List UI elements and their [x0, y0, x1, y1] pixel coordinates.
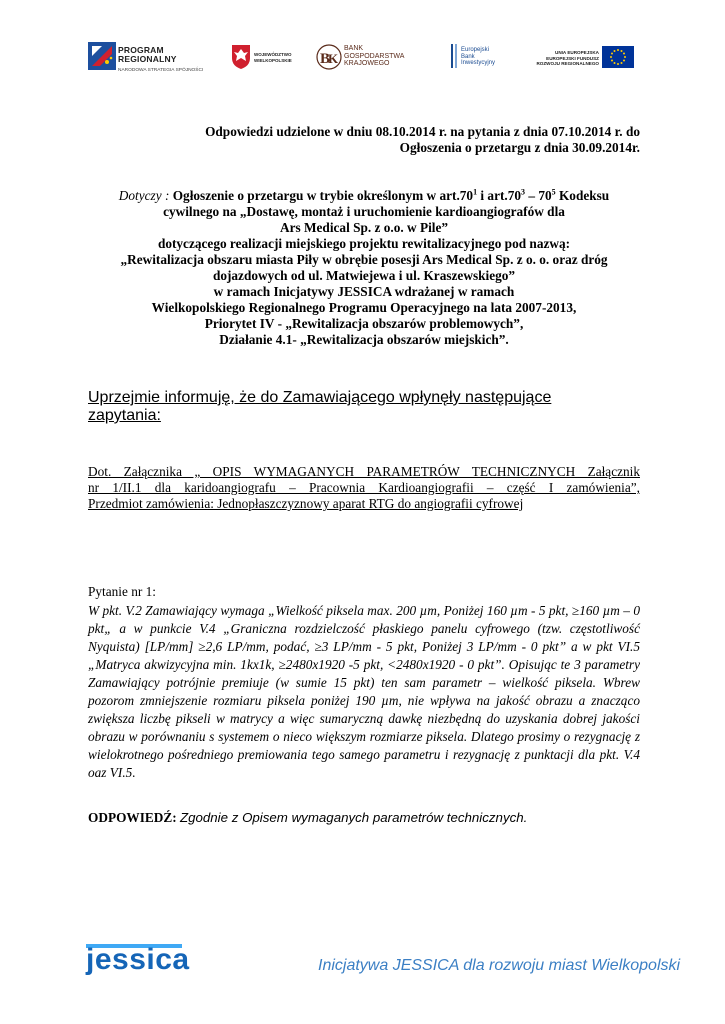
- answer-text: Zgodnie z Opisem wymaganych parametrów technicznych.: [179, 810, 528, 825]
- jessica-logo: jessica: [86, 943, 190, 976]
- reference-line2: nr 1/II.1 dla karidoangiografu – Pracownia Kardioangiografii – część I zamówienia”,: [88, 480, 640, 495]
- eu-flag-icon: [602, 46, 634, 68]
- bgk-logo: [316, 38, 426, 88]
- subject-label: Dotyczy :: [118, 188, 170, 203]
- info-line2: zapytania:: [88, 407, 161, 424]
- ebi-text: Europejski Bank Inwestycyjny: [461, 47, 496, 66]
- eu-logo: [534, 38, 644, 88]
- wielkopolskie-text: WOJEWÓDZTWO WIELKOPOLSKIE: [254, 52, 292, 63]
- reference-block: [88, 464, 640, 512]
- ebi-logo: [451, 38, 511, 88]
- reply-header-line2: Ogłoszenia o przetargu z dnia 30.09.2014r.: [399, 140, 640, 155]
- subject-line7: w ramach Inicjatywy JESSICA wdrażanej w ramach: [213, 284, 515, 299]
- eagle-shield-icon: [231, 44, 251, 70]
- program-regionalny-logo: [88, 38, 206, 88]
- reply-header: [88, 124, 640, 156]
- reference-line3: Przedmiot zamówienia: Jednopłaszczyznowy aparat RTG do angiografii cyfrowej: [88, 496, 524, 511]
- subject-line8: Wielkopolskiego Regionalnego Programu Operacyjnego na lata 2007-2013,: [151, 300, 577, 315]
- eu-text: UNIA EUROPEJSKA EUROPEJSKI FUNDUSZ ROZWOJU REGIONALNEGO: [536, 50, 599, 67]
- subject-line4: dotyczącego realizacji miejskiego projektu rewitalizacyjnego pod nazwą:: [157, 236, 571, 251]
- header-logos: [88, 38, 643, 88]
- program-regionalny-flag-icon: [88, 42, 116, 70]
- subject-line3: Ars Medical Sp. z o.o. w Pile”: [279, 220, 449, 235]
- question-text: W pkt. V.2 Zamawiający wymaga „Wielkość piksela max. 200 µm, Poniżej 160 µm - 5 pkt, ≥160 µm – 0 pkt„ a w punkcie V.4 „Graniczna rozdzielczość płaskiego panelu cyfrowego (tzw. częstotliwość Nyquista) [LP/mm] ≥2,6 LP/mm, podać, ≥3 LP/mm - 5 pkt, Poniżej 3 LP/mm - 0 pkt” a w pkt VI.5 „Matryca akwizycyjna min. 1kx1k, ≥2480x1920 -5 pkt, <2480x1920 - 0 pkt”. Opisując te 3 parametry Zamawiający potrójnie premiuje (w sumie 15 pkt) ten sam parametr – wielkość piksela. Wbrew pozorom zmniejszenie rozmiaru piksela poniżej 190 µm, nie wpływa na jakość obrazu a znacząco zwiększa liczbę pikseli w matrycy a więc sumaryczną dawkę niezbędną do uzyskania dobrej jakości obrazu w porównaniu s systemem o nieco większym rozmiarze piksela. Dlatego prosimy o rezygnację z wielokrotnego pośredniego premiowania tego samego parametru i rezygnację z punktacji dla pkt. V.4 oaz VI.5.: [88, 603, 640, 780]
- footer-tagline: Inicjatywa JESSICA dla rozwoju miast Wielkopolski: [318, 957, 681, 974]
- bgk-text: BANK GOSPODARSTWA KRAJOWEGO: [344, 45, 405, 67]
- question-label: Pytanie nr 1:: [88, 584, 156, 599]
- ebi-bars-icon: [451, 44, 458, 68]
- subject-line9: Priorytet IV - „Rewitalizacja obszarów problemowych”,: [204, 316, 524, 331]
- subject-block: [88, 188, 640, 348]
- subject-line5: „Rewitalizacja obszaru miasta Piły w obrębie posesji Ars Medical Sp. z o. o. oraz dróg: [120, 252, 608, 267]
- subject-line2: cywilnego na „Dostawę, montaż i uruchomienie kardioangiografów dla: [163, 204, 565, 219]
- bgk-monogram-icon: [316, 40, 342, 74]
- svg-text:B: B: [320, 51, 331, 67]
- subject-line1: Dotyczy : Ogłoszenie o przetargu w trybie określonym w $art.70^1$ i $art.70^3 - 70^5$ Kodeksu: [118, 187, 610, 203]
- program-regionalny-tagline: NARODOWA STRATEGIA SPÓJNOŚCI: [118, 68, 204, 73]
- program-regionalny-title: PROGRAM REGIONALNY: [118, 45, 177, 64]
- reply-header-line1: Odpowiedzi udzielone w dniu 08.10.2014 r. na pytania z dnia 07.10.2014 r. do: [205, 124, 640, 139]
- answer-label: ODPOWIEDŹ:: [88, 810, 177, 825]
- svg-text:K: K: [328, 51, 339, 66]
- info-heading: [88, 389, 640, 425]
- info-line1: Uprzejmie informuję, że do Zamawiającego wpłynęły następujące: [88, 389, 552, 406]
- answer-block: [88, 810, 640, 826]
- subject-line6: dojazdowych od ul. Matwiejewa i ul. Kraszewskiego”: [212, 268, 516, 283]
- wielkopolskie-logo: [231, 38, 291, 88]
- subject-line10: Działanie 4.1- „Rewitalizacja obszarów miejskich”.: [219, 332, 509, 347]
- reference-line1: Dot. Załącznika „ OPIS WYMAGANYCH PARAMETRÓW TECHNICZNYCH Załącznik: [88, 464, 640, 479]
